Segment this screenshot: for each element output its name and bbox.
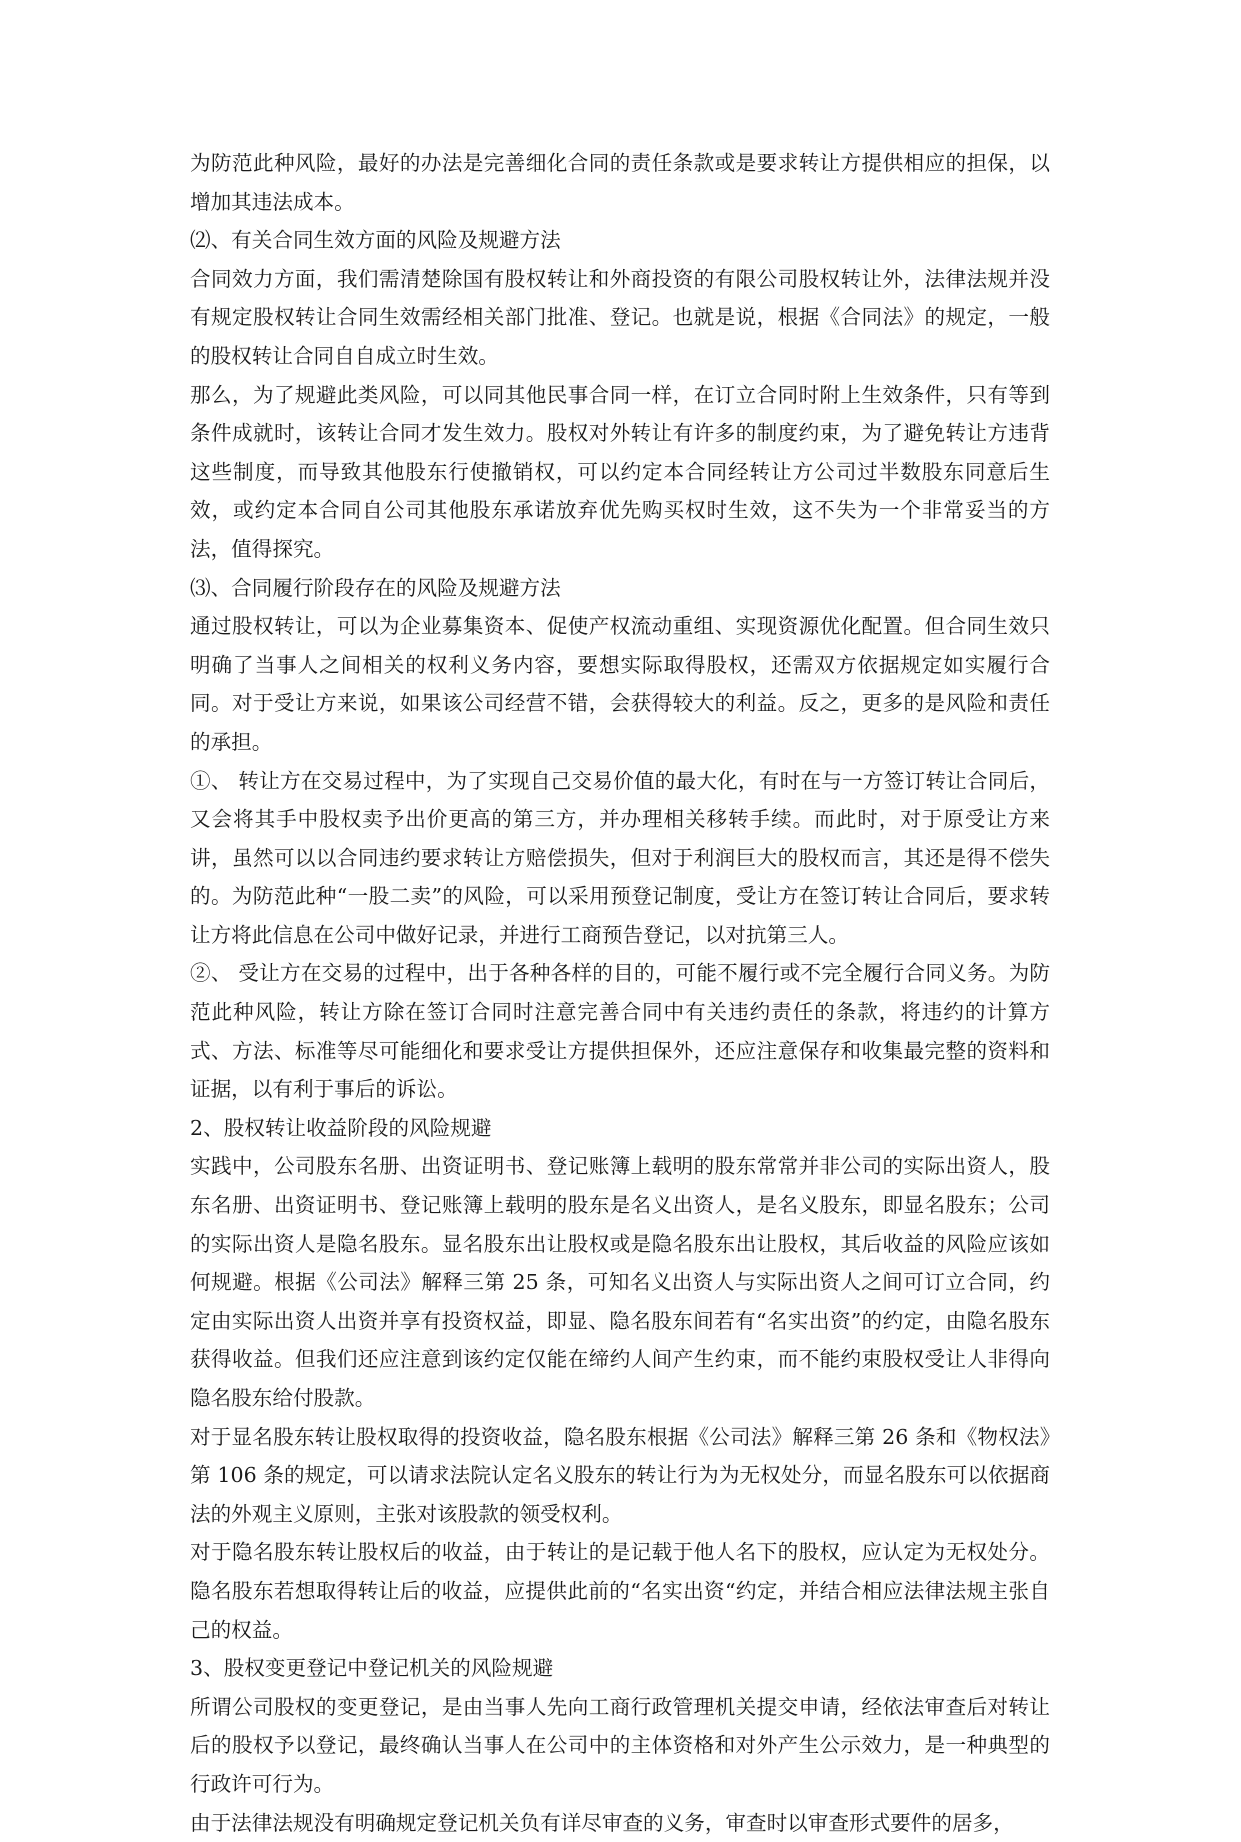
list-item: ①、 转让方在交易过程中，为了实现自己交易价值的最大化，有时在与一方签订转让合同后，又会将其手中股权卖予出价更高的第三方，并办理相关移转手续。而此时，对于原受让方来讲，虽然可以以合同违约要求转让方赔偿损失，但对于利润巨大的股权而言，其还是得不偿失的。为防范此种“一股二卖”的风险，可以采用预登记制度，受让方在签订转让合同后，要求转让方将此信息在公司中做好记录，并进行工商预告登记，以对抗第三人。 (190, 768, 1050, 947)
document-body (190, 144, 1050, 1842)
section-heading: ⑶、合同履行阶段存在的风险及规避方法 (190, 575, 561, 600)
paragraph: 通过股权转让，可以为企业募集资本、促使产权流动重组、实现资源优化配置。但合同生效只明确了当事人之间相关的权利义务内容，要想实际取得股权，还需双方依据规定如实履行合同。对于受让方来说，如果该公司经营不错，会获得较大的利益。反之，更多的是风险和责任的承担。 (190, 614, 1050, 754)
paragraph: 所谓公司股权的变更登记，是由当事人先向工商行政管理机关提交申请，经依法审查后对转让后的股权予以登记，最终确认当事人在公司中的主体资格和对外产生公示效力，是一种典型的行政许可行为。 (190, 1694, 1050, 1796)
paragraph: 由于法律法规没有明确规定登记机关负有详尽审查的义务，审查时以审查形式要件的居多， (190, 1810, 1014, 1835)
section-heading: ⑵、有关合同生效方面的风险及规避方法 (190, 228, 561, 253)
paragraph: 对于显名股东转让股权取得的投资收益，隐名股东根据《公司法》解释三第 26 条和《物权法》第 106 条的规定，可以请求法院认定名义股东的转让行为为无权处分，而显名股东可以依据商法的外观主义原则，主张对该股款的领受权利。 (190, 1424, 1050, 1526)
paragraph: 合同效力方面，我们需清楚除国有股权转让和外商投资的有限公司股权转让外，法律法规并没有规定股权转让合同生效需经相关部门批准、登记。也就是说，根据《合同法》的规定，一般的股权转让合同自自成立时生效。 (190, 266, 1050, 368)
paragraph: 那么，为了规避此类风险，可以同其他民事合同一样，在订立合同时附上生效条件，只有等到条件成就时，该转让合同才发生效力。股权对外转让有许多的制度约束，为了避免转让方违背这些制度，而导致其他股东行使撤销权，可以约定本合同经转让方公司过半数股东同意后生效，或约定本合同自公司其他股东承诺放弃优先购买权时生效，这不失为一个非常妥当的方法，值得探究。 (190, 382, 1050, 561)
paragraph: 对于隐名股东转让股权后的收益，由于转让的是记载于他人名下的股权，应认定为无权处分。隐名股东若想取得转让后的收益，应提供此前的“名实出资“约定，并结合相应法律法规主张自己的权益。 (190, 1540, 1050, 1642)
list-item: ②、 受让方在交易的过程中，出于各种各样的目的，可能不履行或不完全履行合同义务。为防范此种风险，转让方除在签订合同时注意完善合同中有关违约责任的条款，将违约的计算方式、方法、标准等尽可能细化和要求受让方提供担保外，还应注意保存和收集最完整的资料和证据，以有利于事后的诉讼。 (190, 961, 1050, 1102)
section-heading: 2、股权转让收益阶段的风险规避 (190, 1115, 492, 1140)
paragraph: 实践中，公司股东名册、出资证明书、登记账簿上载明的股东常常并非公司的实际出资人，股东名册、出资证明书、登记账簿上载明的股东是名义出资人，是名义股东，即显名股东；公司的实际出资人是隐名股东。显名股东出让股权或是隐名股东出让股权，其后收益的风险应该如何规避。根据《公司法》解释三第 25 条，可知名义出资人与实际出资人之间可订立合同，约定由实际出资人出资并享有投资权益，即显、隐名股东间若有“名实出资”的约定，由隐名股东获得收益。但我们还应注意到该约定仅能在缔约人间产生约束，而不能约束股权受让人非得向隐名股东给付股款。 (190, 1154, 1050, 1410)
paragraph: 为防范此种风险，最好的办法是完善细化合同的责任条款或是要求转让方提供相应的担保，以增加其违法成本。 (190, 151, 1050, 214)
section-heading: 3、股权变更登记中登记机关的风险规避 (190, 1656, 554, 1681)
